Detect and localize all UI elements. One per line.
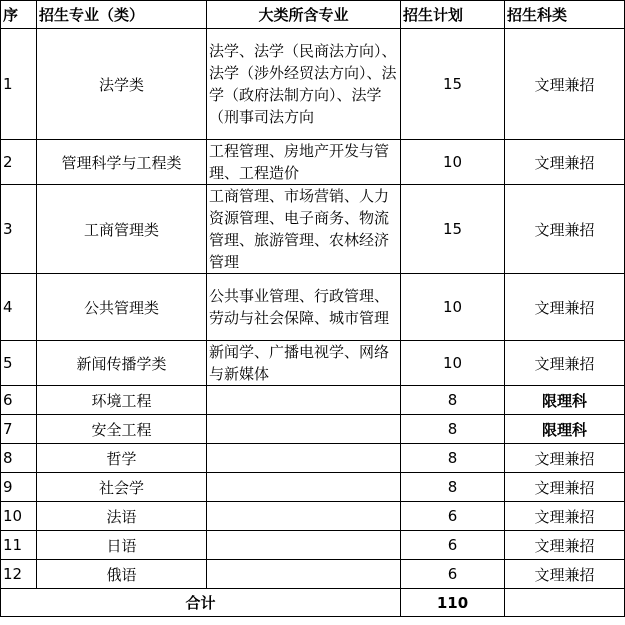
- row-index: 9: [1, 473, 37, 502]
- row-plan: 8: [401, 386, 505, 415]
- row-index: 7: [1, 415, 37, 444]
- row-major: 公共管理类: [37, 274, 207, 341]
- row-index: 8: [1, 444, 37, 473]
- table-row: [1, 140, 625, 185]
- table-row: [1, 531, 625, 560]
- row-index: 4: [1, 274, 37, 341]
- header-subject-type: 招生科类: [505, 1, 625, 29]
- row-sub-majors: 工程管理、房地产开发与管理、工程造价: [207, 140, 401, 185]
- row-subject-type: 限理科: [505, 386, 625, 415]
- row-major: 工商管理类: [37, 185, 207, 274]
- row-sub-majors: [207, 444, 401, 473]
- row-index: 11: [1, 531, 37, 560]
- row-major: 环境工程: [37, 386, 207, 415]
- row-subject-type: 文理兼招: [505, 560, 625, 589]
- total-empty-cell: [505, 589, 625, 617]
- row-major: 哲学: [37, 444, 207, 473]
- row-sub-majors: 工商管理、市场营销、人力资源管理、电子商务、物流管理、旅游管理、农林经济管理: [207, 185, 401, 274]
- row-index: 5: [1, 341, 37, 386]
- row-plan: 8: [401, 473, 505, 502]
- row-sub-majors: [207, 386, 401, 415]
- row-plan: 6: [401, 502, 505, 531]
- row-major: 安全工程: [37, 415, 207, 444]
- row-index: 12: [1, 560, 37, 589]
- row-index: 3: [1, 185, 37, 274]
- row-plan: 6: [401, 560, 505, 589]
- row-plan: 10: [401, 140, 505, 185]
- row-subject-type: 文理兼招: [505, 531, 625, 560]
- row-subject-type: 文理兼招: [505, 341, 625, 386]
- row-subject-type: 文理兼招: [505, 185, 625, 274]
- row-subject-type: 文理兼招: [505, 444, 625, 473]
- row-sub-majors: [207, 560, 401, 589]
- row-plan: 10: [401, 341, 505, 386]
- table-row: [1, 274, 625, 341]
- row-sub-majors: 新闻学、广播电视学、网络与新媒体: [207, 341, 401, 386]
- row-plan: 8: [401, 444, 505, 473]
- row-subject-type: 文理兼招: [505, 502, 625, 531]
- table-row: [1, 386, 625, 415]
- row-major: 俄语: [37, 560, 207, 589]
- total-label: 合计: [1, 589, 401, 617]
- table-row: [1, 502, 625, 531]
- table-footer: [1, 589, 625, 617]
- total-value: 110: [401, 589, 505, 617]
- total-row: [1, 589, 625, 617]
- row-sub-majors: [207, 473, 401, 502]
- table-body: [1, 29, 625, 589]
- row-major: 法学类: [37, 29, 207, 140]
- row-major: 管理科学与工程类: [37, 140, 207, 185]
- row-subject-type: 文理兼招: [505, 140, 625, 185]
- row-index: 2: [1, 140, 37, 185]
- row-plan: 8: [401, 415, 505, 444]
- row-index: 1: [1, 29, 37, 140]
- row-sub-majors: [207, 415, 401, 444]
- row-sub-majors: 法学、法学（民商法方向）、法学（涉外经贸法方向）、法学（政府法制方向）、法学（刑事司法方向: [207, 29, 401, 140]
- table-header: [1, 1, 625, 29]
- row-major: 社会学: [37, 473, 207, 502]
- table-row: [1, 341, 625, 386]
- row-subject-type: 文理兼招: [505, 29, 625, 140]
- table-row: [1, 415, 625, 444]
- row-sub-majors: [207, 502, 401, 531]
- row-plan: 10: [401, 274, 505, 341]
- header-index: 序: [1, 1, 37, 29]
- header-row: [1, 1, 625, 29]
- row-subject-type: 限理科: [505, 415, 625, 444]
- table-row: [1, 444, 625, 473]
- table-row: [1, 29, 625, 140]
- header-plan: 招生计划: [401, 1, 505, 29]
- row-subject-type: 文理兼招: [505, 473, 625, 502]
- header-sub-majors: 大类所含专业: [207, 1, 401, 29]
- row-sub-majors: 公共事业管理、行政管理、劳动与社会保障、城市管理: [207, 274, 401, 341]
- table-row: [1, 560, 625, 589]
- header-major: 招生专业（类）: [37, 1, 207, 29]
- row-major: 新闻传播学类: [37, 341, 207, 386]
- row-index: 10: [1, 502, 37, 531]
- table-row: [1, 473, 625, 502]
- row-plan: 6: [401, 531, 505, 560]
- table-row: [1, 185, 625, 274]
- row-major: 法语: [37, 502, 207, 531]
- row-index: 6: [1, 386, 37, 415]
- row-major: 日语: [37, 531, 207, 560]
- row-plan: 15: [401, 185, 505, 274]
- row-sub-majors: [207, 531, 401, 560]
- row-subject-type: 文理兼招: [505, 274, 625, 341]
- row-plan: 15: [401, 29, 505, 140]
